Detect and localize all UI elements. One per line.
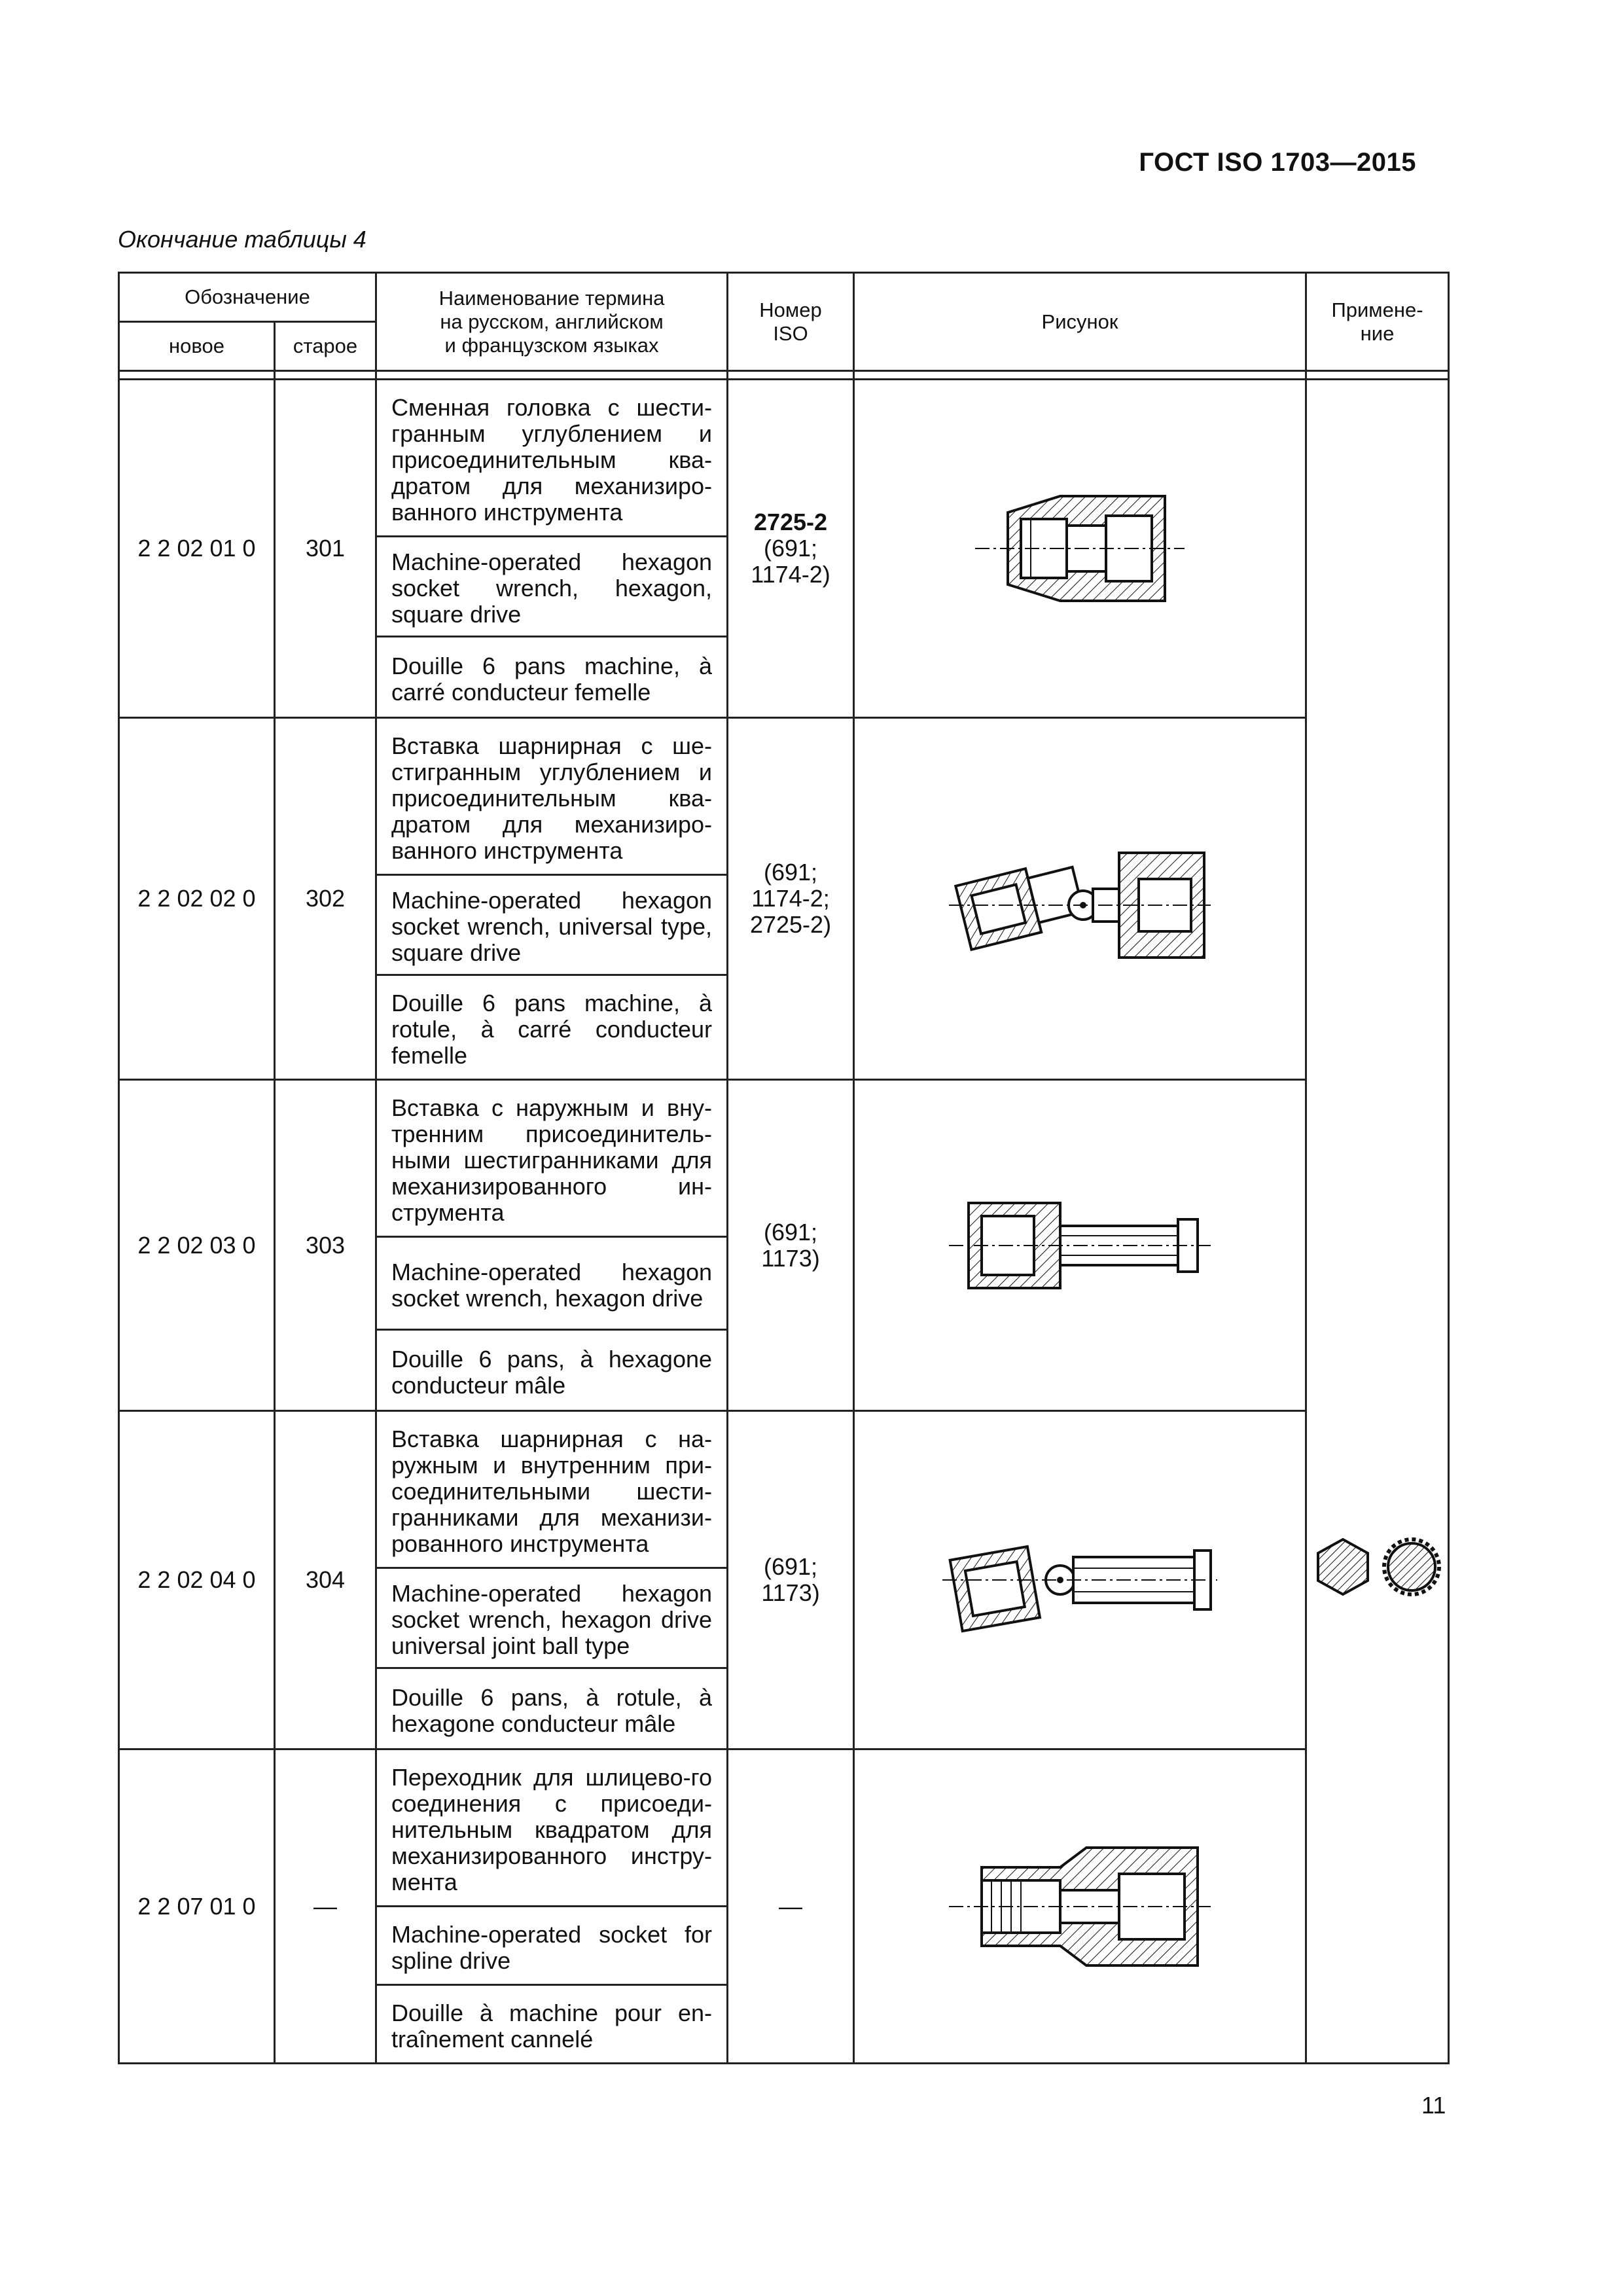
figure-universal-socket xyxy=(854,718,1306,1080)
header-name: Наименование термина на русском, английском и французском языках xyxy=(376,273,728,371)
hexagon-socket-drawing xyxy=(969,480,1191,617)
iso-number: 2725-2 (691; 1174-2) xyxy=(728,380,854,718)
term-french: Douille à machine pour en-traînement cannelé xyxy=(376,1985,728,2064)
universal-socket-drawing xyxy=(942,827,1217,971)
term-russian: Сменная головка с шести-гранным углублением и присоединительным ква-дратом для механизиро-ванного инструмента xyxy=(376,380,728,537)
application-column xyxy=(1306,380,1449,2064)
term-russian: Вставка с наружным и вну-тренним присоединитель-ными шестигранниками для механизированного ин-струмента xyxy=(376,1080,728,1237)
table-row-code: 2 2 02 01 0 xyxy=(119,380,275,718)
terms-table xyxy=(118,272,1450,2064)
figure-universal-hexagon-drive xyxy=(854,1411,1306,1749)
hexagon-drive-socket-drawing xyxy=(942,1187,1217,1304)
table-row-old-code: 301 xyxy=(275,380,376,718)
spline-icon xyxy=(1379,1534,1444,1600)
hexagon-icon xyxy=(1310,1534,1376,1600)
term-russian: Вставка шарнирная с на-ружным и внутренним при-соединительными шести-гранниками для механизи-рованного инструмента xyxy=(376,1411,728,1568)
table-row-code: 2 2 02 04 0 xyxy=(119,1411,275,1749)
term-english: Machine-operated hexagon socket wrench, hexagon, square drive xyxy=(376,537,728,637)
header-figure: Рисунок xyxy=(854,273,1306,371)
table-row-code: 2 2 07 01 0 xyxy=(119,1749,275,2064)
term-english: Machine-operated hexagon socket wrench, hexagon drive universal joint ball type xyxy=(376,1568,728,1668)
figure-spline-socket xyxy=(854,1749,1306,2064)
term-english: Machine-operated hexagon socket wrench, universal type, square drive xyxy=(376,875,728,975)
term-french: Douille 6 pans, à rotule, à hexagone conducteur mâle xyxy=(376,1668,728,1749)
term-french: Douille 6 pans machine, à rotule, à carré conducteur femelle xyxy=(376,975,728,1080)
iso-number: (691; 1173) xyxy=(728,1411,854,1749)
term-english: Machine-operated socket for spline drive xyxy=(376,1907,728,1985)
term-russian: Вставка шарнирная с ше-стигранным углублением и присоединительным ква-дратом для механизиро-ванного инструмента xyxy=(376,718,728,875)
term-french: Douille 6 pans, à hexagone conducteur mâle xyxy=(376,1330,728,1411)
iso-number: (691; 1174-2; 2725-2) xyxy=(728,718,854,1080)
universal-hexagon-drive-drawing xyxy=(936,1515,1224,1645)
spline-socket-drawing xyxy=(942,1831,1217,1982)
iso-number: (691; 1173) xyxy=(728,1080,854,1411)
table-row-code: 2 2 02 02 0 xyxy=(119,718,275,1080)
iso-number: — xyxy=(728,1749,854,2064)
table-row-old-code: 302 xyxy=(275,718,376,1080)
header-iso: Номер ISO xyxy=(728,273,854,371)
header-designation: Обозначение xyxy=(119,273,376,322)
page-number: 11 xyxy=(1421,2092,1446,2119)
table-row-old-code: 304 xyxy=(275,1411,376,1749)
table-caption: Окончание таблицы 4 xyxy=(118,226,366,253)
header-new: новое xyxy=(119,322,275,371)
figure-hexagon-socket xyxy=(854,380,1306,718)
document-header: ГОСТ ISO 1703—2015 xyxy=(1139,148,1416,177)
term-english: Machine-operated hexagon socket wrench, hexagon drive xyxy=(376,1237,728,1330)
term-french: Douille 6 pans machine, à carré conducteur femelle xyxy=(376,637,728,718)
table-row-code: 2 2 02 03 0 xyxy=(119,1080,275,1411)
table-row-old-code: 303 xyxy=(275,1080,376,1411)
header-application: Примене- ние xyxy=(1306,273,1449,371)
figure-hexagon-drive-socket xyxy=(854,1080,1306,1411)
table-row-old-code: — xyxy=(275,1749,376,2064)
term-russian: Переходник для шлицево-го соединения с присоеди-нительным квадратом для механизированного инстру-мента xyxy=(376,1749,728,1907)
header-old: старое xyxy=(275,322,376,371)
